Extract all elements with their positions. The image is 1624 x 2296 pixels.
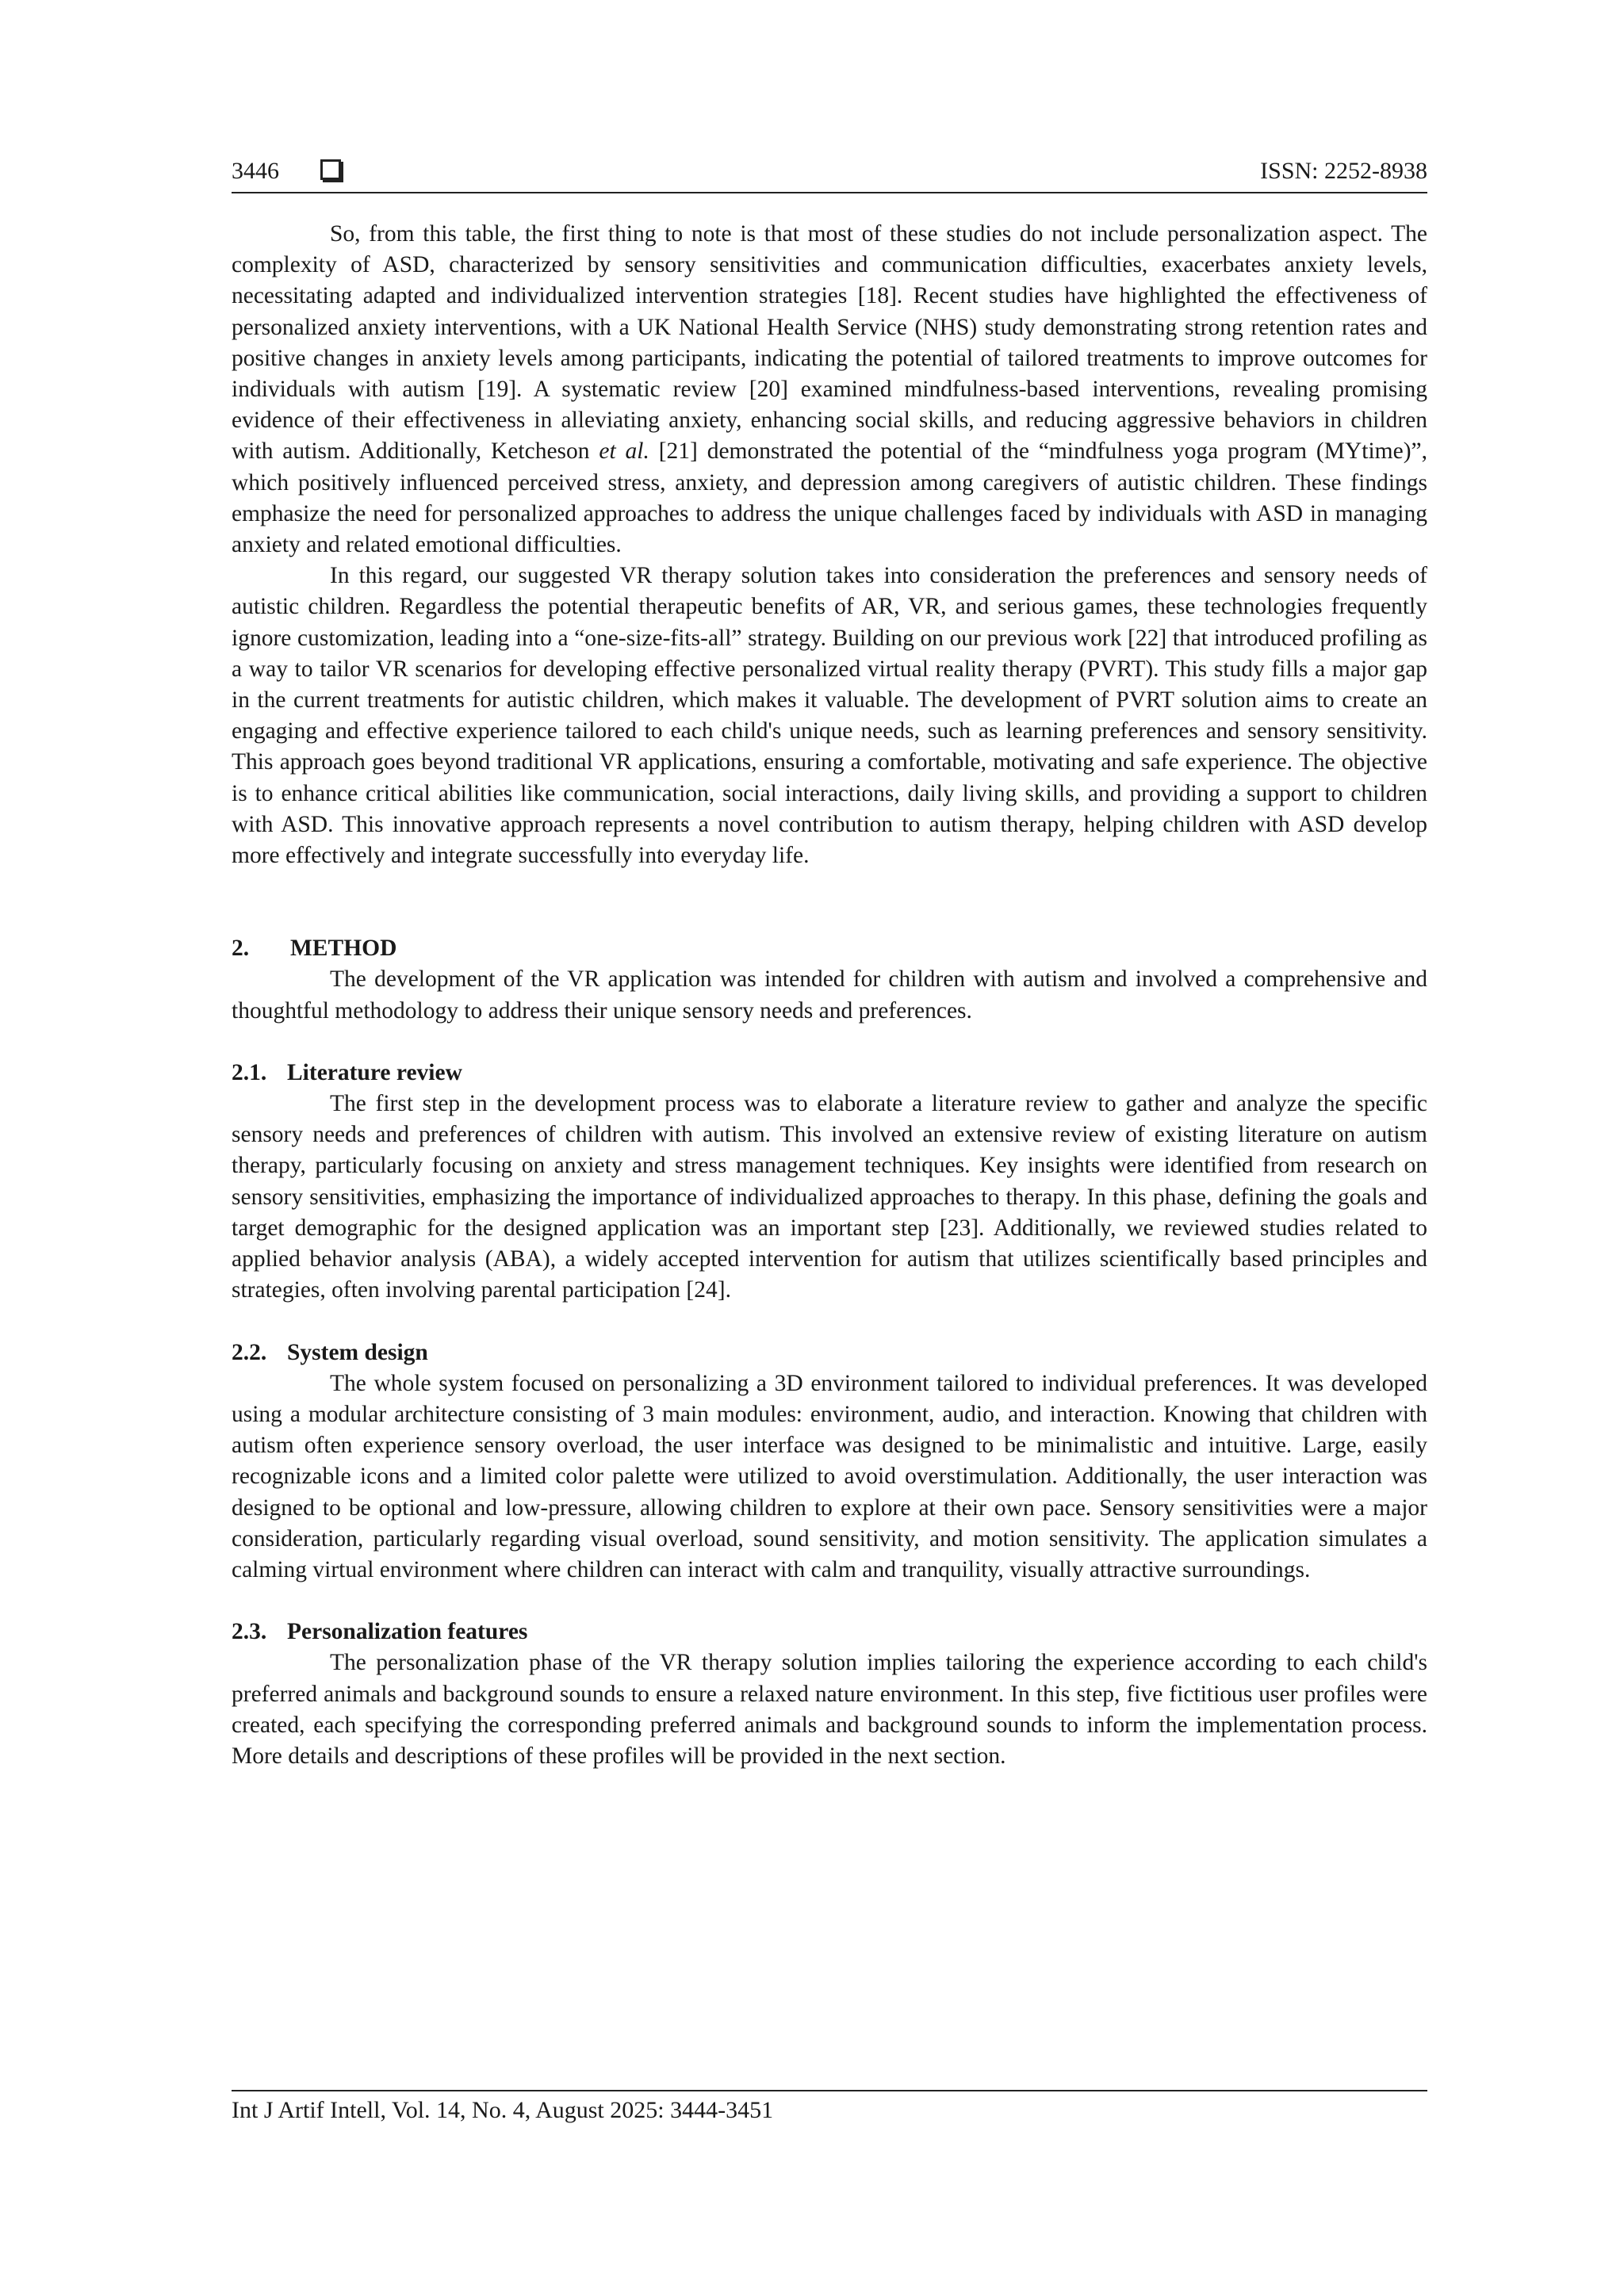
subsection-heading-personalization-features: [232, 1617, 1427, 1647]
page-number: 3446: [232, 158, 279, 184]
subsection-title: Literature review: [287, 1059, 462, 1085]
subsection-heading-system-design: [232, 1337, 1427, 1368]
paragraph: The personalization phase of the VR therapy solution implies tailoring the experience according to each child's preferred animals and background sounds to ensure a relaxed nature environment. In this step, five fictitious user profiles were created, each specifying the corresponding preferred animals and background sounds to inform the implementation process. More details and descriptions of these profiles will be provided in the next section.: [232, 1650, 1427, 1769]
paragraph: [232, 219, 1427, 561]
section-number: 2.: [232, 936, 250, 962]
paragraph: The whole system focused on personalizing a 3D environment tailored to individual preferences. It was developed using a modular architecture consisting of 3 main modules: environment, audio, and interaction. Knowing that children with autism often experience sensory overload, the user interface was designed to be minimalistic and intuitive. Large, easily recognizable icons and a limited color palette were utilized to avoid overstimulation. Additionally, the user interaction was designed to be optional and low-pressure, allowing children to explore at their own pace. Sensory sensitivities were a major consideration, particularly regarding visual overload, sound sensitivity, and motion sensitivity. The application simulates a calming virtual environment where children can interact with calm and tranquility, visually attractive surroundings.: [232, 1370, 1427, 1582]
page-header: [232, 155, 1427, 193]
paragraph: The first step in the development process was to elaborate a literature review to gather and analyze the specific sensory needs and preferences of children with autism. This involved an extensive review of existing literature on autism therapy, particularly focusing on anxiety and stress management techniques. Key insights were identified from research on sensory sensitivities, emphasizing the importance of individualized approaches to therapy. In this phase, defining the goals and target demographic for the designed application was an important step [23]. Additionally, we reviewed studies related to applied behavior analysis (ABA), a widely accepted intervention for autism that utilizes scientifically based principles and strategies, often involving parental participation [24].: [232, 1091, 1427, 1303]
section-title: METHOD: [290, 936, 397, 962]
page-footer: [232, 2090, 1427, 2126]
subsection-number: 2.3.: [232, 1619, 267, 1645]
subsection-heading-literature-review: [232, 1058, 1427, 1089]
square-icon: [320, 159, 341, 180]
subsection-title: System design: [287, 1339, 428, 1365]
footer-citation: Int J Artif Intell, Vol. 14, No. 4, August 2025: 3444-3451: [232, 2097, 774, 2123]
paragraph: The development of the VR application was intended for children with autism and involved a comprehensive and thoughtful methodology to address their unique sensory needs and preferences.: [232, 966, 1427, 1024]
article-body: [232, 219, 1427, 1772]
issn: ISSN: 2252-8938: [1260, 158, 1427, 184]
subsection-number: 2.2.: [232, 1339, 267, 1365]
italic-text: et al.: [599, 438, 649, 465]
paragraph-text: So, from this table, the first thing to note is that most of these studies do not include personalization aspect. The complexity of ASD, characterized by sensory sensitivities and communication difficulties, exacerbates anxiety levels, necessitating adapted and individualized intervention strategies [18]. Recent studies have highlighted the effectiveness of personalized anxiety interventions, with a UK National Health Service (NHS) study demonstrating strong retention rates and positive changes in anxiety levels among participants, indicating the potential of tailored treatments to improve outcomes for individuals with autism [19]. A systematic review [20] examined mindfulness-based interventions, revealing promising evidence of their effectiveness in alleviating anxiety, enhancing social skills, and reducing aggressive behaviors in children with autism. Additionally, Ketcheson: [232, 221, 1427, 465]
subsection-number: 2.1.: [232, 1059, 267, 1085]
section-heading-method: [232, 933, 1427, 964]
subsection-title: Personalization features: [287, 1619, 528, 1645]
paragraph: In this regard, our suggested VR therapy solution takes into consideration the preferences and sensory needs of autistic children. Regardless the potential therapeutic benefits of AR, VR, and serious games, these technologies frequently ignore customization, leading into a “one-size-fits-all” strategy. Building on our previous work [22] that introduced profiling as a way to tailor VR scenarios for developing effective personalized virtual reality therapy (PVRT). This study fills a major gap in the current treatments for autistic children, which makes it valuable. The development of PVRT solution aims to create an engaging and effective experience tailored to each child's unique needs, such as learning preferences and sensory sensitivity. This approach goes beyond traditional VR applications, ensuring a comfortable, motivating and safe experience. The objective is to enhance critical abilities like communication, social interactions, daily living skills, and providing a support to children with ASD. This innovative approach represents a novel contribution to autism therapy, helping children with ASD develop more effectively and integrate successfully into everyday life.: [232, 563, 1427, 869]
paragraph-text: [21] demonstrated the potential of the “mindfulness yoga program (MYtime)”, which positively influenced perceived stress, anxiety, and depression among caregivers of autistic children. These findings emphasize the need for personalized approaches to address the unique challenges faced by individuals with ASD in managing anxiety and related emotional difficulties.: [232, 438, 1427, 558]
